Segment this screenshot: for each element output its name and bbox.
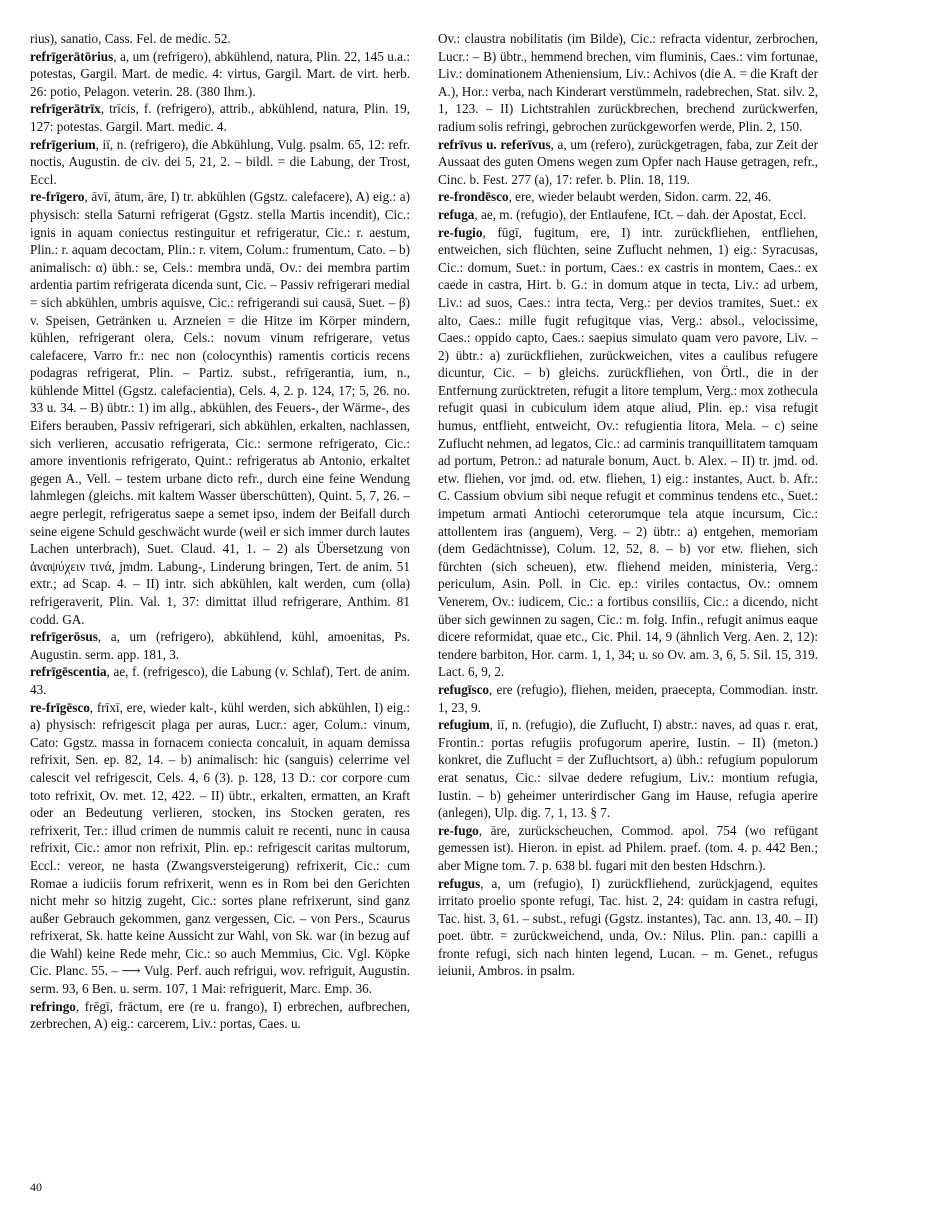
entry-body: Ov.: claustra nobilitatis (im Bilde), Cic.: refracta videntur, zerbrochen, Lucr.: – B) übtr., hemmend brechen, vim fluminis, Caes.: vim fortunae, Liv.: dominationem Atheniensium, Liv.: Achivos (die A. = die Kraft der A.), Hor.: verba, nach Kinderart verstümmeln, radebrechen, Stat. silv. 2, 1, 123. – II) Lichtstrahlen zurückbrechen, brechend zurückwerfen, radium solis refringi, gebrochen zurückgeworfen werde, Plin. 2, 150. — [438, 31, 818, 134]
entry-headword: refrīvus u. referīvus — [438, 136, 551, 152]
right-column — [438, 30, 818, 1170]
entry-headword: refrīgēscentia — [30, 664, 107, 680]
entry-headword: refugus — [438, 875, 481, 891]
entry-body: , āvī, ātum, āre, I) tr. abkühlen (Ggstz. calefacere), A) eig.: a) physisch: stella Saturni refrigerat (Ggstz. stella Martis incendit), Cic.: ignis in aquam coniectus restinguitur et refrigeratur, Cic.: r. aestum, Plin.: r. aquam decoctam, Plin.: r. vitem, Colum.: frumentum, Cato. – b) animalisch: α) übh.: se, Cels.: membra undā, Ov.: dei membra partim ardentia partim refrigerata dicenda sunt, Cic. – Passiv refrigerari medial = sich abkühlen, umbris aquisve, Cic.: refrigerandi sui causā, Suet. – β) v. Speisen, Getränken u. Arzneien = die Hitze im Körper mindern, kühlen, refrigerant olera, Cels.: novum vinum refrigerare, vetus calefacere, Varro fr.: nec non (colocynthis) ramentis corticis recens podagras refrigerat, Plin. – Partiz. subst., refrīgerantia, ium, n., kühlende Mittel (Ggstz. calefacientia), Cels. 4, 2. p. 124, 17; 5, 26. no. 33 u. 34. – B) übtr.: 1) im allg., abkühlen, des Feuers-, der Wärme-, des Eifers berauben, Passiv refrigerari, sich abkühlen, erkalten, nachlassen, sich verlieren, accusatio refrigerata, Cic.: sermone refrigerato, Cic.: amore inventionis refrigerato, Quint.: refrigeratus ab Antonio, erkaltet gegen A., Vell. – testem urbane dicto refr., durch eine feine Wendung lahmlegen (gleichs. mit kaltem Wasser überschütten), Quint. 5, 7, 26. – aegre perlegit, refrigeratus saepe a semet ipso, indem der Beifall durch seine eigene Schuld geschwächt wurde (weil er sich immer durch lautes Lachen unterbrach), Suet. Claud. 41, 1. – 2) als Übersetzung von ἀναψύχειν τινά, jmdm. Labung-, Linderung bringen, Tert. de anim. 51 extr.; ad Scap. 4. – II) intr. sich abkühlen, kalt werden, cum (olla) refrigeraverit, Plin. Val. 1, 37: dimittat illud refrigerare, Anthim. 81 codd. GA. — [30, 189, 410, 627]
entry — [30, 136, 410, 189]
entry — [438, 681, 818, 716]
entry — [438, 875, 818, 981]
entry-headword: re-frīgēsco — [30, 699, 90, 715]
entry-headword: re-fugio — [438, 224, 483, 240]
entry — [30, 699, 410, 998]
entry — [438, 188, 818, 206]
entry-headword: refuga — [438, 206, 475, 222]
entry — [30, 663, 410, 698]
entry-body: , a, um (refrigero), abkühlend, natura, Plin. 22, 145 u.a.: potestas, Gargil. Mart. de medic. 4: virtus, Gargil. Mart. de virt. herb. 26: potio, Pelagon. veterin. 28. (380 Ihm.). — [30, 48, 410, 99]
entry-body: , frēgī, frāctum, ere (re u. frango), I) erbrechen, aufbrechen, zerbrechen, A) eig.: carcerem, Liv.: portas, Caes. u. — [30, 998, 410, 1032]
entry — [30, 100, 410, 135]
entry-body: , a, um (refrigero), abkühlend, kühl, amoenitas, Ps. Augustin. serm. app. 181, 3. — [30, 629, 410, 662]
entry-headword: re-frīgero — [30, 189, 85, 205]
entry — [30, 188, 410, 628]
entry — [30, 48, 410, 101]
entry-headword: refringo — [30, 998, 76, 1014]
entry-headword: refrīgerium — [30, 136, 96, 152]
entry-headword: re-frondēsco — [438, 189, 509, 205]
entry — [30, 998, 410, 1033]
entry-body: , iī, n. (refrigero), die Abkühlung, Vulg. psalm. 65, 12: refr. noctis, Augustin. de civ. dei 5, 21, 2. – bildl. = die Labung, der Trost, Eccl. — [30, 136, 410, 187]
entry-body: , ae, m. (refugio), der Entlaufene, ICt. – dah. der Apostat, Eccl. — [474, 206, 807, 222]
entry — [438, 206, 818, 224]
page-number: 40 — [30, 1180, 42, 1194]
entry-body: , āre, zurückscheuchen, Commod. apol. 754 (wo refūgant gemessen ist). Hieron. in epist. ad Philem. praef. (tom. 4. p. 442 Ben.; aber Migne tom. 7. p. 638 bl. fugari mit den besten Hdschrn.). — [438, 822, 818, 873]
left-column — [30, 30, 410, 1170]
entry — [438, 716, 818, 822]
entry — [438, 30, 818, 136]
entry-body: , ere, wieder belaubt werden, Sidon. carm. 22, 46. — [508, 189, 772, 205]
entry-body: , trīcis, f. (refrigero), attrib., abkühlend, natura, Plin. 19, 127: potestas. Gargil. Mart. medic. 4. — [30, 101, 410, 134]
entry-headword: refrīgerātrīx — [30, 101, 101, 117]
entry — [438, 136, 818, 189]
entry — [438, 224, 818, 681]
entry-headword: re-fugo — [438, 822, 479, 838]
entry-body: rius), sanatio, Cass. Fel. de medic. 52. — [30, 31, 231, 46]
entry-body: , iī, n. (refugio), die Zuflucht, I) abstr.: naves, ad quas r. erat, Frontin.: portas refugiis profugorum aperire, Iustin. – II) (meton.) konkret, die Zuflucht = der Zufluchtsort, a) übh.: refugium populorum erat senatus, Cic.: silvae dedere refugium, Liv.: montium refugia, Iustin. – b) geheimer unterirdischer Gang im Hause, refugia aperire (anlegen), Ulp. dig. 7, 1, 13. § 7. — [438, 717, 818, 821]
entry-headword: refrīgerōsus — [30, 629, 98, 645]
entry-body: , fūgī, fugitum, ere, I) intr. zurückfliehen, entfliehen, entweichen, sich flüchten, seine Zuflucht nehmen, 1) eig.: Syracusas, Cic.: domum, Suet.: in portum, Caes.: ex castris in montem, Caes.: ex caede in castra, Hirt. b. G.: in domum atque in tecta, Liv.: ad urbem, Liv.: ad suos, Caes.: intra tecta, Verg.: per devios tramites, Suet.: ex alto, Caes.: mille fugit refugitque vias, Verg.: absol., velocissime, Caes.: oppido capto, Caes.: saepius simulato quam vero pavore, Liv. – 2) übtr.: a) zurückfliehen, zurückweichen, vites a caulibus refugere dicuntur, Cic. – b) gleichs. zurückfliehen, von Örtl., die in der Entfernung zurücktreten, refugit a litore templum, Verg.: mox zothecula refugit quasi in cubiculum idem atque aliud, Plin. ep.: visa refugit humus, entflieht, entweicht, Ov.: refugientia litora, Mela. – c) seine Zuflucht nehmen, ad legatos, Cic.: ad carminis tranquillitatem tamquam ad portum, Petron.: ad naturale bonum, Auct. b. Alex. – II) tr. jmd. od. etw. fliehen, vor jmd. od. etw. fliehen, 1) eig.: instantes, Auct. b. Afr.: C. Cassium obvium sibi neque refugit et comminus tendens etc., Suet.: impetum armati Antiochi ceterorumque tela atque incursum, Cic.: attollentem iras (anguem), Verg. – 2) übtr.: a) entgehen, memoriam (dem Gedächtnisse), Colum. 12, 52, 8. – b) vor etw. fliehen, sich fürchten (sich scheuen), etw. fliehend meiden, ministeria, Verg.: periculum, Asin. Poll. in Cic. ep.: viriles contactus, Ov.: omnem Venerem, Ov.: iudicem, Cic.: a fortibus consiliis, Cic.: a dicendo, nicht über sich gewinnen zu sagen, Cic.: m. folg. Infin., refugit animus eaque dicere reformidat, quae etc., Cic. Phil. 14, 9 (ähnlich Verg. Aen. 2, 12): tendere barbiton, Hor. carm. 1, 1, 34; u. so Ov. am. 3, 6, 5. Sil. 15, 319. Lact. 6, 9, 2. — [438, 224, 818, 680]
entry-body: , ae, f. (refrigesco), die Labung (v. Schlaf), Tert. de anim. 43. — [30, 664, 410, 697]
entry-headword: refugīsco — [438, 681, 490, 697]
entry-headword: refrīgerātōrius — [30, 48, 114, 64]
entry — [30, 30, 410, 48]
entry-body: , ere (refugio), fliehen, meiden, praecepta, Commodian. instr. 1, 23, 9. — [438, 681, 818, 715]
entry-body: , a, um (refugio), I) zurückfliehend, zurückjagend, equites irritato proelio sponte refugi, Tac. hist. 2, 24: quidam in castra refugi, Tac. hist. 3, 61. – subst., refugi (Ggstz. instantes), Tac. ann. 13, 40. – II) poet. übtr. = zurückweichend, unda, Ov.: Nilus. Plin. pan.: capilli a fronte refugi, sich nach hinten legend, Lucan. – m. Genet., refugus ieiunii, Ambros. in psalm. — [438, 875, 818, 979]
entry-headword: refugium — [438, 717, 490, 733]
entry — [30, 628, 410, 663]
entry-body: , a, um (refero), zurückgetragen, faba, zur Zeit der Aussaat des guten Omens wegen zum Opfer nach Hause getragen, refr., Cinc. b. Fest. 277 (a), 17: refer. b. Plin. 18, 119. — [438, 136, 818, 187]
entry — [438, 822, 818, 875]
entry-body: , frīxī, ere, wieder kalt-, kühl werden, sich abkühlen, I) eig.: a) physisch: refrigescit plaga per auras, Lucr.: ager, Colum.: vinum, Cato: Ggstz. massa in fornacem coniecta concaluit, in aquam demissa refrixit, Sen. ep. 82, 14. – b) animalisch: hic (sanguis) celerrime vel calescit vel refrigescit, Cels. 4, 6 (3). p. 128, 13 D.: cor corpore cum toto refrixit, Ov. met. 12, 422. – II) übtr., erkalten, ermatten, an Kraft oder an Bedeutung verlieren, stocken, ins Stocken geraten, res refrixerit, Ter.: illud crimen de nummis caluit re recenti, nunc in causa refrixit, Cic.: amor non refrixit, Plin. ep.: refrigescit caritas multorum, Eccl.: vereor, ne hasta (Zwangsversteigerung) refrixerit, Cic.: cum Romae a iudiciis forum refrixerit, wenn es in Rom bei den Gerichten nicht mehr so hitzig zugeht, Cic.: sortes plane refrixerunt, sind ganz außer Gebrauch gekommen, ganz vergessen, Cic. – von Pers., Scaurus refrixerat, Sk. hatte keine Aussicht zur Wahl, von Sk. war (in bezug auf die Wahl) keine Rede mehr, Cic.: so auch Memmius, Cic. Vgl. Köpke Cic. Planc. 55. – ⟶ Vulg. Perf. auch refrigui, wov. refriguit, Augustin. serm. 93, 6 Ben. u. serm. 107, 1 Mai: refriguerit, Marc. Emp. 36. — [30, 699, 410, 997]
